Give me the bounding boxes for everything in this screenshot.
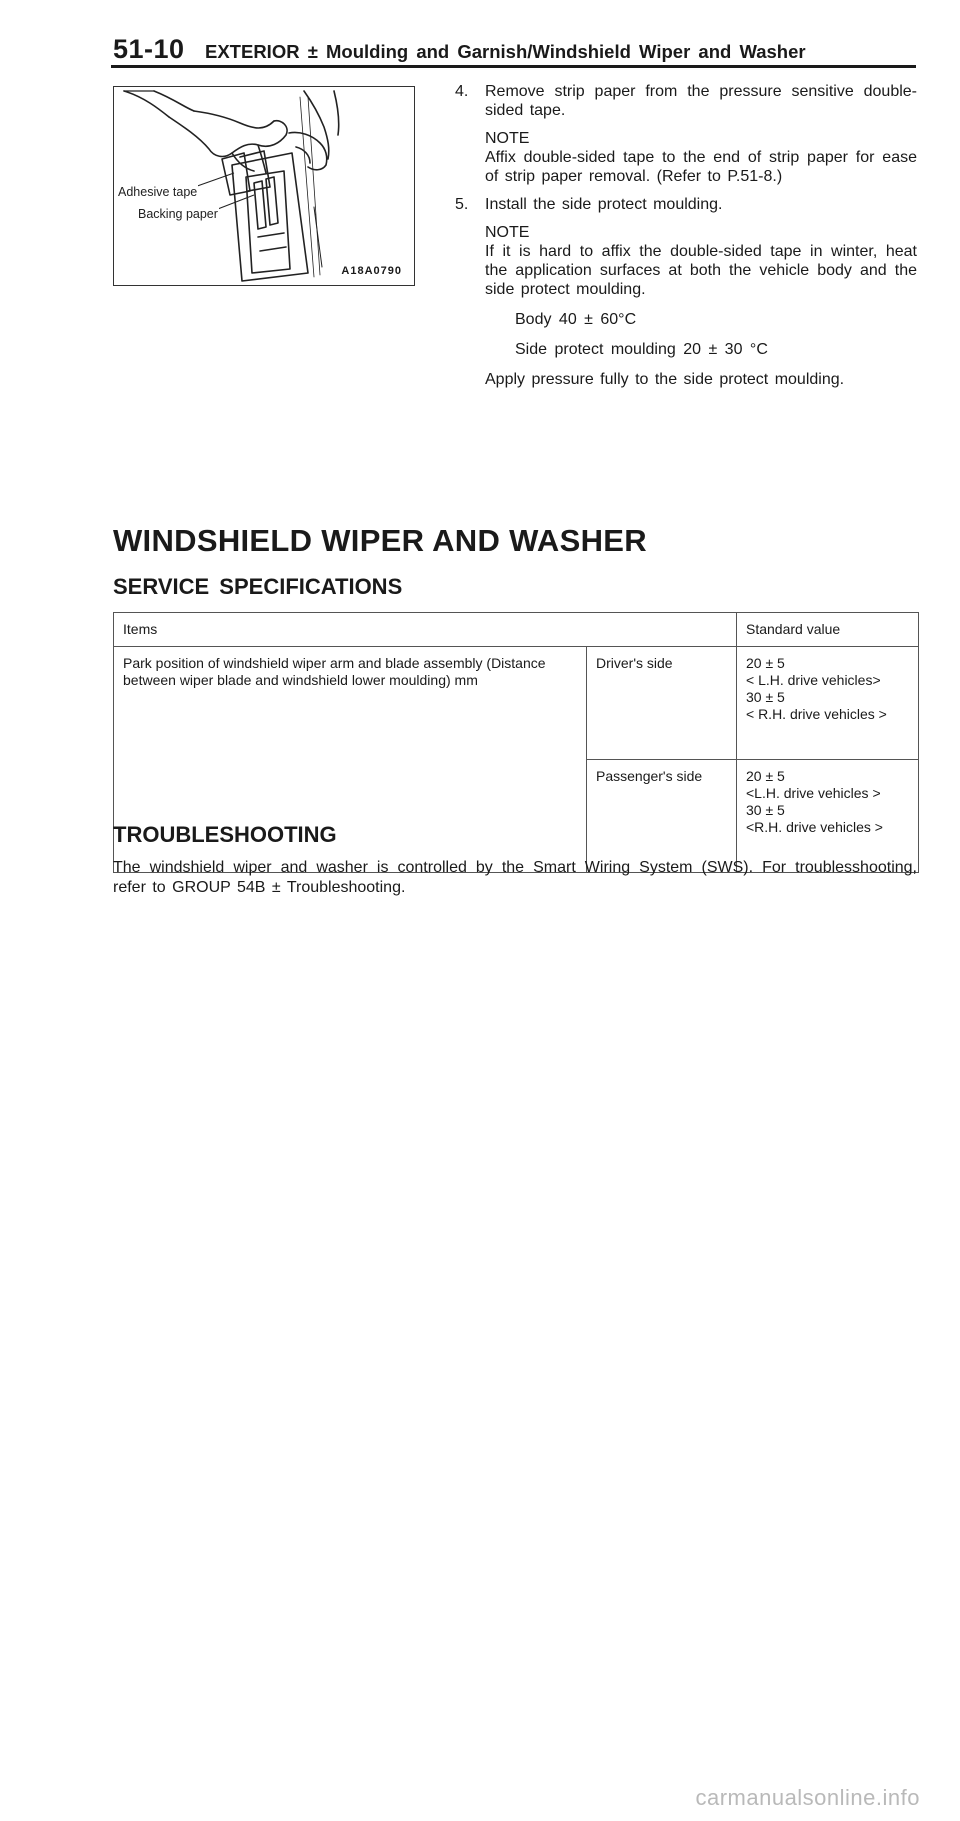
value-line: < L.H. drive vehicles>	[746, 672, 881, 688]
step-text: Remove strip paper from the pressure sensitive double-sided tape.	[485, 83, 917, 119]
header-items: Items	[114, 613, 737, 646]
side-label: Driver's side	[587, 647, 737, 759]
note-winter	[455, 223, 917, 299]
table-row	[587, 647, 918, 759]
figure-code: A18A0790	[341, 265, 402, 277]
label-adhesive-tape: Adhesive tape	[118, 185, 198, 199]
troubleshooting-text: The windshield wiper and washer is controlled by the Smart Wiring System (SWS). For troublesshooting, refer to GROUP 54B ± Troubleshooting.	[113, 859, 917, 896]
value-line: 30 ± 5	[746, 689, 785, 705]
item-description: Park position of windshield wiper arm and blade assembly (Distance between wiper blade and windshield lower moulding) mm	[114, 647, 587, 872]
value-line: 20 ± 5	[746, 655, 785, 671]
note-label: NOTE	[485, 224, 530, 241]
table-row	[587, 759, 918, 872]
value-line: < R.H. drive vehicles >	[746, 706, 887, 722]
standard-value	[737, 760, 918, 872]
header-standard-value: Standard value	[746, 621, 841, 637]
apply-pressure-text: Apply pressure fully to the side protect moulding.	[485, 371, 845, 388]
note-text: Affix double-sided tape to the end of strip paper for ease of strip paper removal. (Refer to P.51-8.)	[485, 149, 917, 185]
step-number: 4.	[455, 83, 469, 100]
note-label: NOTE	[485, 130, 530, 147]
note-strip-paper	[455, 129, 917, 186]
procedure-steps	[455, 82, 917, 389]
standard-value	[737, 647, 918, 759]
side-values	[587, 647, 918, 872]
value-line: <L.H. drive vehicles >	[746, 785, 881, 801]
step-text: Install the side protect moulding.	[485, 196, 723, 213]
table-header-row	[114, 613, 918, 646]
watermark-footer[interactable]: carmanualsonline.info	[695, 1785, 920, 1810]
temp-body: Body 40 ± 60°C	[515, 311, 637, 328]
section-title: WINDSHIELD WIPER AND WASHER	[113, 523, 647, 558]
step-5	[455, 195, 917, 214]
value-line: 20 ± 5	[746, 768, 785, 784]
value-line: 30 ± 5	[746, 802, 785, 818]
step-number: 5.	[455, 196, 469, 213]
note-text: If it is hard to affix the double-sided tape in winter, heat the application surfaces at both the vehicle body and the side protect moulding.	[485, 243, 917, 298]
side-label: Passenger's side	[587, 760, 737, 872]
header-rule	[111, 65, 916, 68]
figure-moulding-tape	[113, 86, 415, 286]
step-4	[455, 82, 917, 120]
troubleshooting-heading: TROUBLESHOOTING	[113, 822, 337, 847]
value-line: <R.H. drive vehicles >	[746, 819, 883, 835]
page-number: 51-10	[113, 34, 185, 64]
temp-moulding: Side protect moulding 20 ± 30 °C	[515, 341, 768, 358]
page-header-title: EXTERIOR ± Moulding and Garnish/Windshield Wiper and Washer	[205, 41, 806, 62]
service-specifications-heading: SERVICE SPECIFICATIONS	[113, 574, 403, 599]
label-backing-paper: Backing paper	[138, 207, 218, 221]
